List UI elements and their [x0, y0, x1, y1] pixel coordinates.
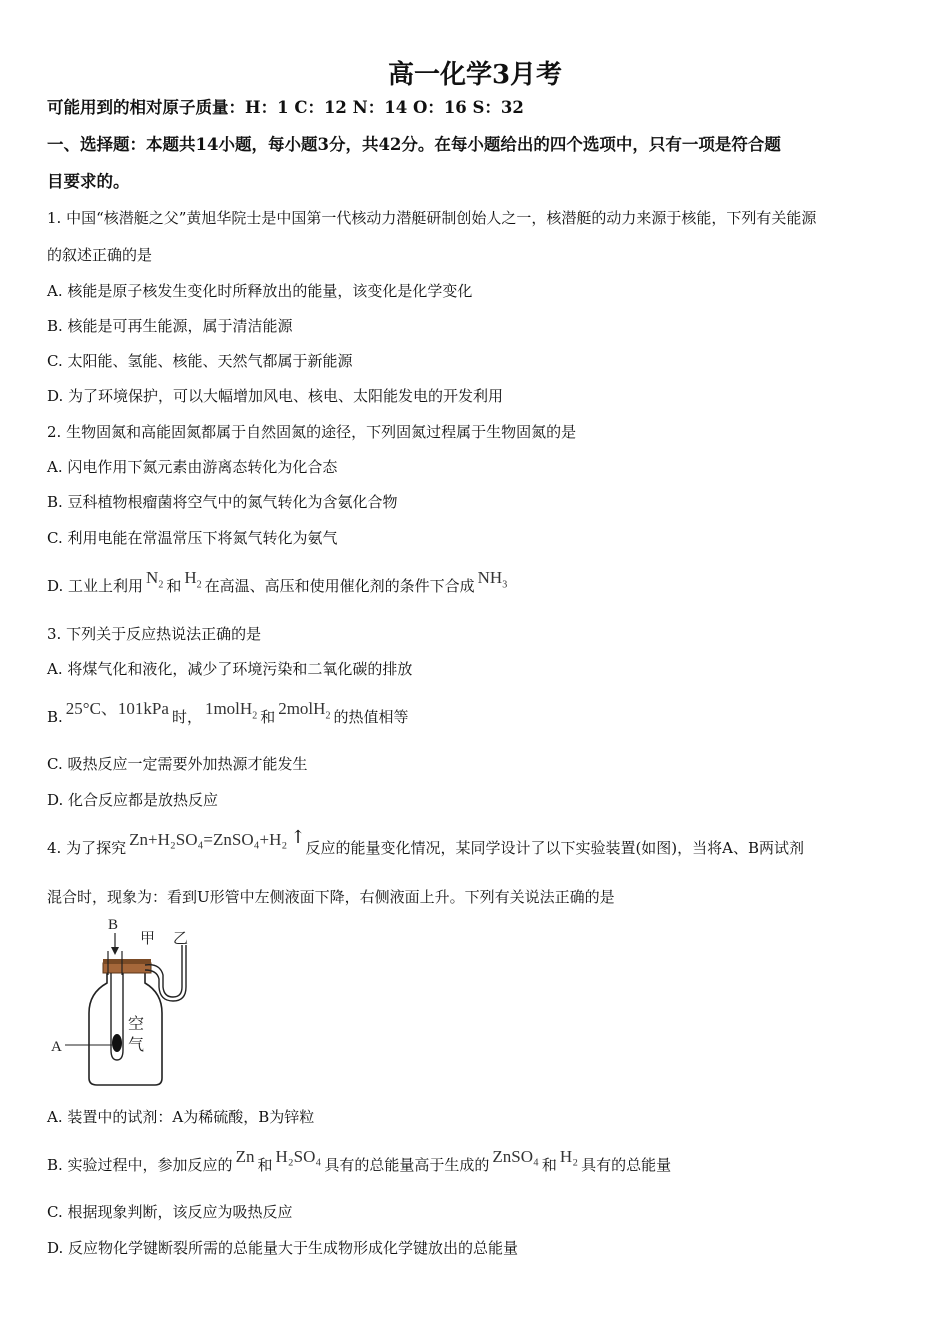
reagent-a [112, 1034, 122, 1052]
atomic-masses: 可能用到的相对原子质量：H：1 C：12 N：14 O：16 S：32 [47, 98, 524, 117]
flask-outline [89, 973, 162, 1085]
section-heading-line2: 目要求的。 [47, 172, 130, 191]
label-yi: 乙 [173, 931, 189, 947]
q4-stem-prefix: 4. 为了探究 [47, 839, 127, 857]
q4-b-suffix: 具有的总能量 [581, 1156, 672, 1174]
label-b: B [108, 917, 119, 933]
q2-d-prefix: D. 工业上利用 [47, 577, 144, 595]
label-jia: 甲 [140, 931, 156, 947]
formula-1mol-h2: 1molH$_2$ [204, 699, 258, 722]
q2-option-b: B. 豆科植物根瘤菌将空气中的氮气转化为含氨化合物 [47, 493, 398, 511]
formula-2mol-h2: 2molH$_2$ [278, 699, 331, 722]
q3-option-b [47, 699, 409, 734]
label-qi: 气 [128, 1037, 145, 1054]
q1-stem-line1: 1. 中国“核潜艇之父”黄旭华院士是中国第一代核动力潜艇研制创始人之一，核潜艇的动力来源于核能，下列有关能源 [47, 209, 817, 227]
q3-b-prefix: B. [47, 708, 63, 726]
page-title: 高一化学3月考 [387, 60, 563, 90]
stopper [103, 963, 151, 973]
q1-option-d: D. 为了环境保护，可以大幅增加风电、核电、太阳能发电的开发利用 [47, 387, 504, 405]
apparatus-figure [45, 915, 205, 1090]
q1-stem-line2: 的叙述正确的是 [47, 246, 153, 264]
q2-stem: 2. 生物固氮和高能固氮都属于自然固氮的途径，下列固氮过程属于生物固氮的是 [47, 423, 577, 441]
label-kong: 空 [128, 1016, 145, 1033]
q2-option-a: A. 闪电作用下氮元素由游离态转化为化合态 [47, 458, 338, 476]
q2-d-mid: 在高温、高压和使用催化剂的条件下合成 [204, 577, 475, 595]
q4-b-prefix: B. 实验过程中，参加反应的 [47, 1156, 233, 1174]
formula-zn: Zn [235, 1147, 255, 1166]
formula-n2: $N_2$ [146, 568, 164, 591]
formula-h2so4: H₂SO₄ [275, 1147, 322, 1166]
q3-option-d: D. 化合反应都是放热反应 [47, 791, 219, 809]
stopper-band [103, 959, 151, 964]
q4-b-and2: 和 [541, 1156, 557, 1174]
q3-option-a: A. 将煤气化和液化，减少了环境污染和二氧化碳的排放 [47, 660, 413, 678]
section-heading-line1: 一、选择题：本题共14小题，每小题3分，共42分。在每小题给出的四个选项中，只有一项是符合题 [47, 135, 781, 154]
formula-conditions: 25°C、101kPa [65, 699, 169, 718]
q4-b-and1: 和 [257, 1156, 273, 1174]
q3-b-shi: 时， [171, 708, 202, 726]
q3-b-suffix: 的热值相等 [333, 708, 409, 726]
q4-stem-suffix: 反应的能量变化情况，某同学设计了以下实验装置(如图)，当将A、B两试剂 [305, 839, 805, 857]
formula-h2-product: H₂ [559, 1147, 579, 1166]
q3-stem: 3. 下列关于反应热说法正确的是 [47, 625, 262, 643]
q1-option-b: B. 核能是可再生能源，属于清洁能源 [47, 317, 293, 335]
label-a: A [51, 1039, 62, 1055]
formula-znso4: ZnSO₄ [492, 1147, 539, 1166]
q2-d-and: 和 [166, 577, 182, 595]
q1-option-a: A. 核能是原子核发生变化时所释放出的能量，该变化是化学变化 [47, 282, 473, 300]
q4-option-c: C. 根据现象判断，该反应为吸热反应 [47, 1203, 293, 1221]
q4-option-a: A. 装置中的试剂：A为稀硫酸，B为锌粒 [47, 1108, 315, 1126]
q3-option-c: C. 吸热反应一定需要外加热源才能发生 [47, 755, 308, 773]
q4-b-mid: 具有的总能量高于生成的 [324, 1156, 490, 1174]
q2-option-c: C. 利用电能在常温常压下将氮气转化为氨气 [47, 529, 338, 547]
formula-reaction: Zn+H₂SO₄=ZnSO₄+H₂ [129, 830, 288, 849]
q1-option-c: C. 太阳能、氢能、核能、天然气都属于新能源 [47, 352, 353, 370]
gas-arrow-icon: ↑ [290, 827, 306, 848]
dropper-b-arrow-icon [111, 947, 119, 955]
q4-option-d: D. 反应物化学键断裂所需的总能量大于生成物形成化学键放出的总能量 [47, 1239, 519, 1257]
formula-nh3: $NH_3$ [477, 568, 508, 591]
q4-option-b [47, 1147, 672, 1175]
q3-b-and: 和 [260, 708, 276, 726]
q4-stem-line1 [47, 827, 805, 858]
formula-h2: $H_2$ [184, 568, 202, 591]
q4-stem-line2: 混合时，现象为：看到U形管中左侧液面下降，右侧液面上升。下列有关说法正确的是 [47, 888, 615, 906]
q2-option-d [47, 568, 510, 603]
